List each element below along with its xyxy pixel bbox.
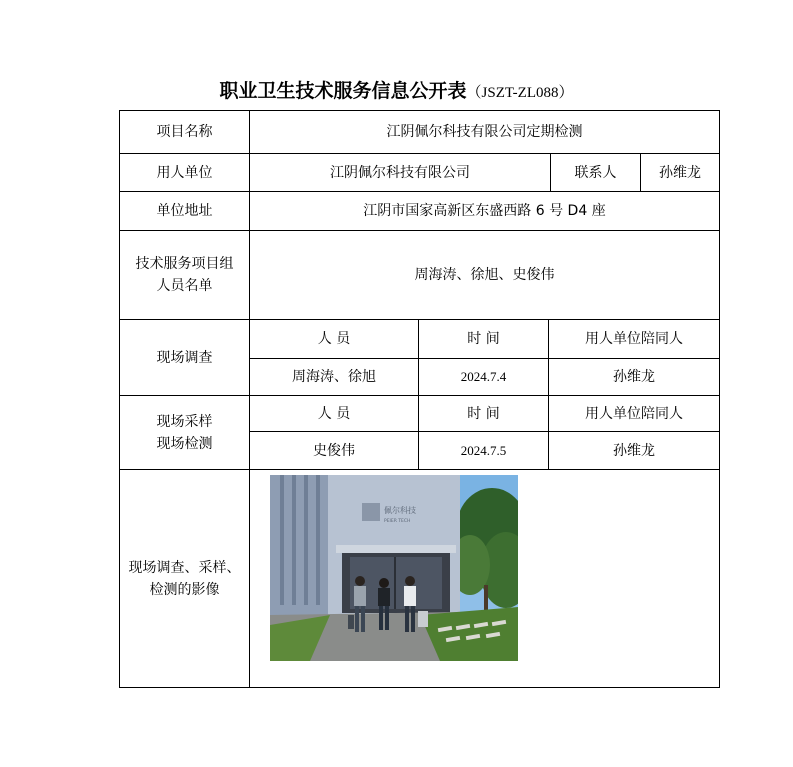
address-label: 单位地址 bbox=[156, 203, 213, 219]
images-label bbox=[120, 470, 249, 687]
survey-time: 2024.7.4 bbox=[460, 369, 507, 384]
project-name-label: 项目名称 bbox=[156, 124, 213, 140]
sign-subtext: PEIER TECH bbox=[384, 519, 411, 524]
site-photo-illustration bbox=[270, 475, 518, 661]
images-label-line2: 检测的影像 bbox=[149, 581, 220, 598]
team-label bbox=[120, 231, 249, 319]
images-label-line1: 现场调查、采样、 bbox=[128, 559, 241, 576]
info-table bbox=[119, 110, 720, 688]
address-value: 江阴市国家高新区东盛西路 6 号 D4 座 bbox=[363, 203, 606, 219]
site-photo bbox=[270, 475, 518, 661]
title-main: 职业卫生技术服务信息公开表 bbox=[219, 80, 467, 102]
contact-label: 联系人 bbox=[574, 164, 617, 181]
team-label-line1: 技术服务项目组 bbox=[135, 256, 234, 272]
survey-col-companion: 用人单位陪同人 bbox=[585, 331, 683, 347]
sampling-person: 史俊伟 bbox=[313, 442, 355, 459]
team-label-line2: 人员名单 bbox=[156, 278, 213, 294]
sampling-label-line1: 现场采样 bbox=[156, 413, 213, 430]
page-title bbox=[0, 76, 793, 103]
sampling-col-time: 时 间 bbox=[467, 405, 500, 422]
survey-label: 现场调查 bbox=[156, 349, 213, 366]
survey-companion: 孙维龙 bbox=[613, 369, 655, 385]
survey-col-time: 时 间 bbox=[467, 331, 500, 347]
sign-text: 佩尔科技 bbox=[384, 506, 416, 515]
sampling-label bbox=[120, 396, 249, 469]
contact-value: 孙维龙 bbox=[659, 164, 701, 181]
sampling-companion: 孙维龙 bbox=[613, 442, 655, 459]
project-name-value: 江阴佩尔科技有限公司定期检测 bbox=[386, 124, 583, 140]
form-code: （JSZT-ZL088） bbox=[466, 85, 574, 101]
sampling-label-line2: 现场检测 bbox=[156, 435, 213, 452]
survey-person: 周海涛、徐旭 bbox=[292, 369, 376, 385]
employer-label: 用人单位 bbox=[156, 164, 213, 181]
survey-col-person: 人 员 bbox=[317, 331, 351, 347]
sampling-col-person: 人 员 bbox=[317, 405, 351, 422]
team-value: 周海涛、徐旭、史俊伟 bbox=[414, 267, 555, 283]
sampling-col-companion: 用人单位陪同人 bbox=[585, 405, 683, 422]
sampling-time: 2024.7.5 bbox=[460, 442, 507, 458]
employer-value: 江阴佩尔科技有限公司 bbox=[330, 164, 470, 181]
